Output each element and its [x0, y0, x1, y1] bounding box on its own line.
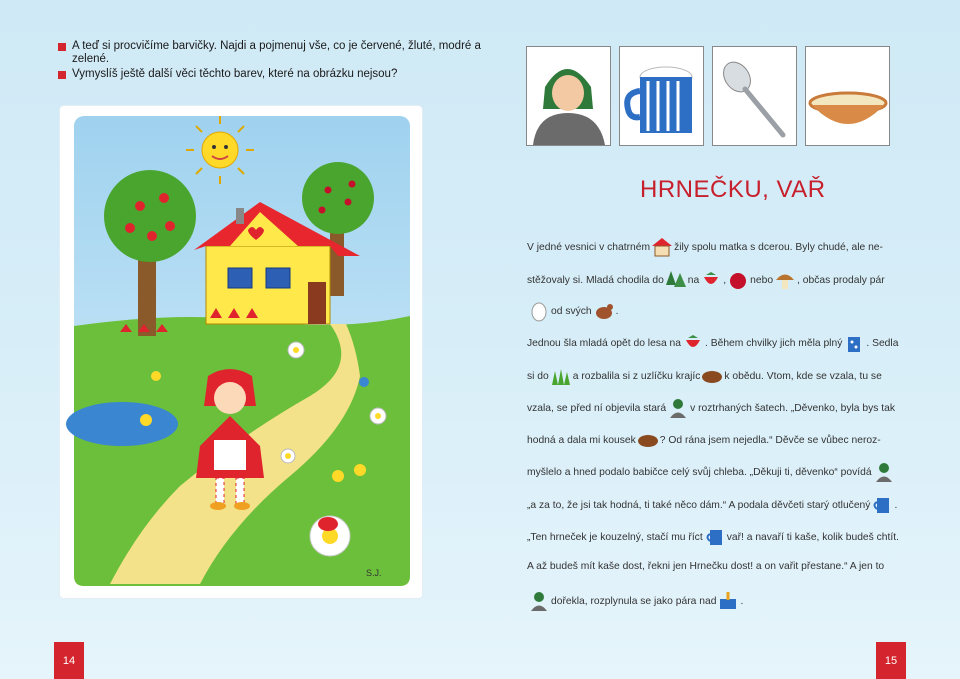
text-segment: vař! a navaří ti kaše, kolik budeš chtít. [726, 531, 899, 543]
instruction-item [58, 40, 498, 66]
chick-icon [354, 464, 366, 476]
story-line [527, 365, 882, 387]
story-line [527, 590, 743, 612]
text-segment: . [615, 305, 619, 317]
text-segment: stěžovaly si. Mladá chodila do [527, 274, 664, 286]
text-segment: Jednou šla mladá opět do lesa na [527, 337, 681, 349]
page-number-right: 15 [876, 642, 906, 679]
cottage-icon [651, 236, 673, 258]
text-segment: . Během chvilky jich měla plný [705, 337, 843, 349]
jug-icon [843, 332, 865, 354]
grandmother-icon [528, 590, 550, 612]
butterfly-icon [359, 377, 369, 387]
story-line [527, 461, 896, 483]
text-segment: a rozbalila si z uzlíčku krajíc [572, 370, 701, 382]
instruction-text: A teď si procvičíme barvičky. Najdi a pojmenuj vše, co je červené, žluté, modré a zelené. [72, 40, 481, 65]
spoon-picture [712, 46, 797, 146]
mushroom-icon [774, 269, 796, 291]
bread-icon [637, 429, 659, 451]
picture-frames [526, 46, 890, 146]
main-illustration [60, 106, 422, 598]
text-segment: žily spolu matka s dcerou. Byly chudé, ale ne- [674, 241, 883, 253]
story-line [527, 269, 885, 291]
text-segment: vzala, se před ní objevila stará [527, 402, 667, 414]
story-line [527, 397, 895, 419]
artist-signature: S.J. [366, 568, 382, 578]
story-line [527, 494, 897, 516]
hen-icon [593, 300, 615, 322]
text-segment: myšlelo a hned podalo babičce celý svůj chleba. „Děkuji ti, děvenko“ povídá [527, 466, 872, 478]
page-number-left: 14 [54, 642, 84, 679]
chick-icon [332, 470, 344, 482]
bread-icon [701, 365, 723, 387]
instruction-text: Vymyslíš ještě další věci těchto barev, které na obrázku nejsou? [72, 68, 398, 80]
story-line [527, 332, 898, 354]
duck-icon [140, 414, 152, 426]
story-line [527, 236, 883, 258]
forest-icon [665, 269, 687, 291]
text-segment: „Ten hrneček je kouzelný, stačí mu říct [527, 531, 703, 543]
story-title: HRNEČKU, VAŘ [640, 176, 826, 203]
pond [66, 402, 178, 446]
story-line [527, 561, 884, 572]
pot-icon [717, 590, 739, 612]
text-segment: hodná a dala mi kousek [527, 434, 636, 446]
text-segment: ? Od rána jsem nejedla.“ Děvče se vůbec neroz- [659, 434, 881, 446]
grandmother-icon [873, 461, 895, 483]
text-segment: . [740, 595, 744, 607]
grandmother-icon [667, 397, 689, 419]
bowl-picture [805, 46, 890, 146]
mug-icon [704, 526, 726, 548]
text-segment: nebo [750, 274, 774, 286]
text-segment: A až budeš mít kaše dost, řekni jen Hrnečku dost! a on vařit přestane.“ A jen to [527, 561, 885, 572]
mug-picture [619, 46, 704, 146]
strawberry-icon [682, 332, 704, 354]
instructions [58, 40, 498, 83]
scene-drawing [60, 106, 422, 598]
story-line [527, 300, 619, 322]
butterfly-icon [151, 371, 161, 381]
instruction-item [58, 68, 498, 81]
bullet-icon [58, 43, 66, 51]
raspberry-icon [727, 269, 749, 291]
text-segment: , [723, 274, 727, 286]
strawberry-icon [700, 269, 722, 291]
text-segment: k obědu. Vtom, kde se vzala, tu se [724, 370, 882, 382]
text-segment: V jedné vesnici v chatrném [527, 241, 651, 253]
text-segment: v roztrhaných šatech. „Děvenko, byla bys tak [690, 402, 895, 414]
text-segment: . Sedla [866, 337, 899, 349]
text-segment: dořekla, rozplynula se jako pára nad [551, 595, 717, 607]
story-line [527, 429, 881, 451]
text-segment: „a za to, že jsi tak hodná, ti také něco dám.“ A podala děvčeti starý otlučený [527, 499, 871, 511]
bullet-icon [58, 71, 66, 79]
text-segment: na [687, 274, 700, 286]
story-line [527, 526, 899, 548]
text-segment: si do [527, 370, 549, 382]
text-segment: . [894, 499, 898, 511]
grass-icon [550, 365, 572, 387]
mug-icon [871, 494, 893, 516]
grandmother-picture [526, 46, 611, 146]
text-segment: , občas prodaly pár [797, 274, 885, 286]
egg-icon [528, 300, 550, 322]
text-segment: od svých [551, 305, 592, 317]
